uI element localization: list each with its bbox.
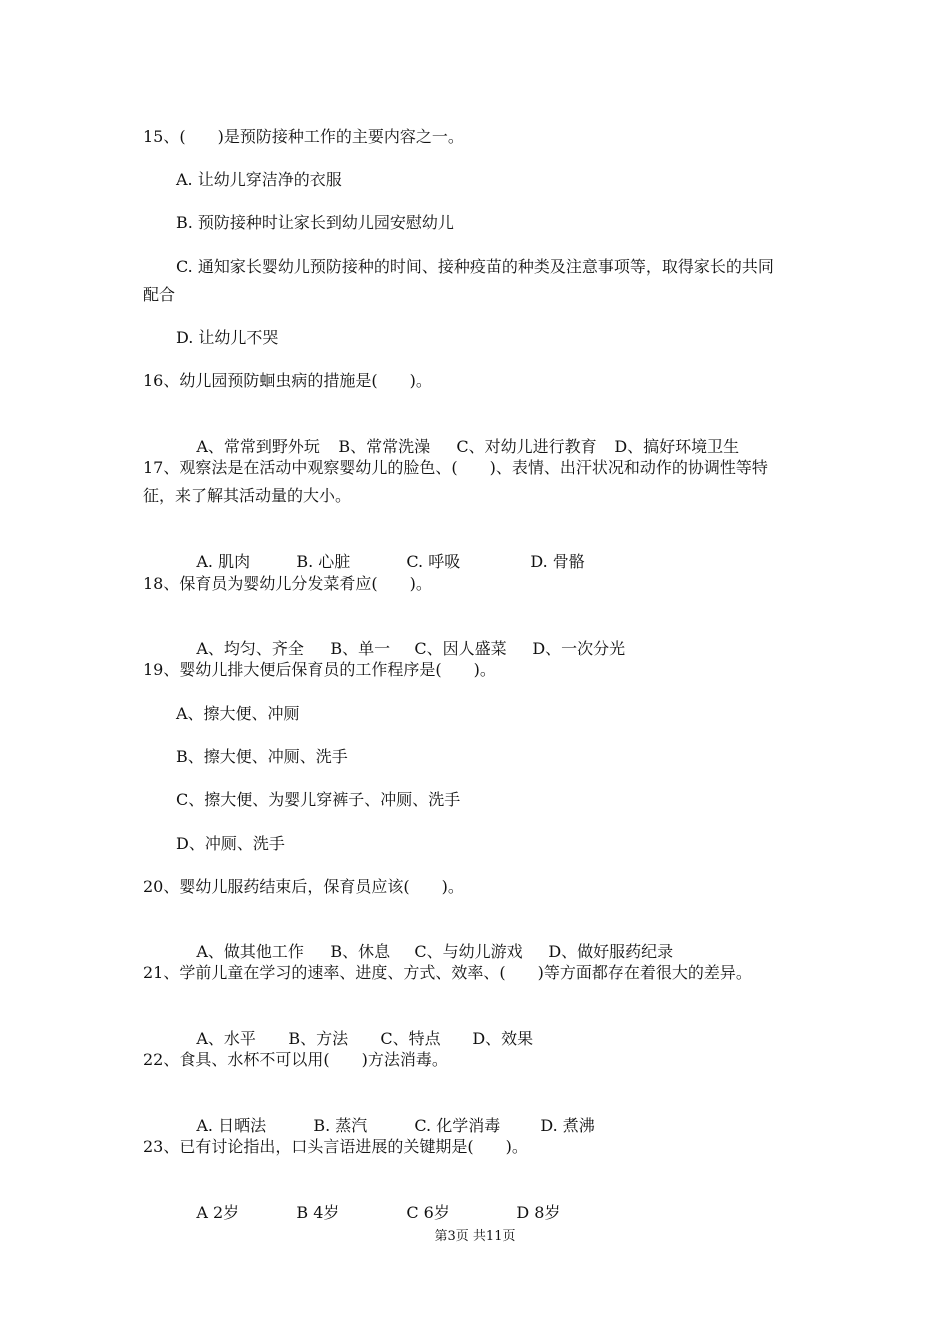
question-23-option-b: B 4岁 — [296, 1203, 340, 1222]
question-16-option-b: B、常常洗澡 — [338, 437, 431, 456]
question-21-option-c: C、特点 — [380, 1029, 441, 1048]
question-16-option-d: D、搞好环境卫生 — [614, 437, 740, 456]
question-19-stem: 19、婴幼儿排大便后保育员的工作程序是( )。 — [143, 660, 496, 679]
question-20-stem: 20、婴幼儿服药结束后，保育员应该( )。 — [143, 877, 464, 896]
question-16-option-c: C、对幼儿进行教育 — [456, 437, 597, 456]
question-15-option-c-continuation: 配合 — [143, 285, 176, 304]
question-19-option-b: B、擦大便、冲厕、洗手 — [176, 747, 348, 766]
question-17-option-a: A. 肌肉 — [196, 552, 251, 571]
question-20-option-d: D、做好服药纪录 — [548, 942, 674, 961]
question-23-option-d: D 8岁 — [516, 1203, 561, 1222]
page-number-footer: 第3页 共11页 — [434, 1229, 516, 1244]
question-18-option-d: D、一次分光 — [532, 639, 626, 658]
question-18-stem: 18、保育员为婴幼儿分发菜肴应( )。 — [143, 574, 432, 593]
question-22-option-b: B. 蒸汽 — [313, 1116, 368, 1135]
question-19-option-c: C、擦大便、为婴儿穿裤子、冲厕、洗手 — [176, 790, 461, 809]
question-21-option-a: A、水平 — [196, 1029, 256, 1048]
question-21-stem: 21、学前儿童在学习的速率、进度、方式、效率、( )等方面都存在着很大的差异。 — [143, 963, 752, 982]
question-22-stem: 22、食具、水杯不可以用( )方法消毒。 — [143, 1050, 448, 1069]
question-18-option-c: C、因人盛菜 — [414, 639, 507, 658]
question-15-option-a: A. 让幼儿穿洁净的衣服 — [176, 170, 342, 189]
question-20-option-c: C、与幼儿游戏 — [414, 942, 523, 961]
question-21-option-d: D、效果 — [472, 1029, 534, 1048]
question-17-stem-continuation: 征，来了解其活动量的大小。 — [143, 486, 352, 505]
question-18-option-a: A、均匀、齐全 — [196, 639, 304, 658]
question-15-option-c: C. 通知家长婴幼儿预防接种的时间、接种疫苗的种类及注意事项等，取得家长的共同 — [176, 257, 774, 276]
question-20-option-a: A、做其他工作 — [196, 942, 304, 961]
question-22-option-a: A. 日晒法 — [196, 1116, 267, 1135]
question-21-option-b: B、方法 — [288, 1029, 349, 1048]
question-18-option-b: B、单一 — [330, 639, 391, 658]
question-22-option-c: C. 化学消毒 — [414, 1116, 501, 1135]
question-22-option-d: D. 煮沸 — [540, 1116, 595, 1135]
question-23-stem: 23、已有讨论指出，口头言语进展的关键期是( )。 — [143, 1137, 528, 1156]
question-17-option-d: D. 骨骼 — [530, 552, 585, 571]
question-17-stem: 17、观察法是在活动中观察婴幼儿的脸色、( )、表情、出汗状况和动作的协调性等特 — [143, 458, 768, 477]
question-15-option-b: B. 预防接种时让家长到幼儿园安慰幼儿 — [176, 213, 454, 232]
question-17-option-c: C. 呼吸 — [406, 552, 461, 571]
question-19-option-a: A、擦大便、冲厕 — [176, 704, 300, 723]
question-20-option-b: B、休息 — [330, 942, 391, 961]
question-23-option-c: C 6岁 — [406, 1203, 450, 1222]
question-23-option-a: A 2岁 — [196, 1203, 240, 1222]
question-17-option-b: B. 心脏 — [296, 552, 351, 571]
question-19-option-d: D、冲厕、洗手 — [176, 834, 285, 853]
question-16-option-a: A、常常到野外玩 — [196, 437, 320, 456]
question-16-stem: 16、幼儿园预防蛔虫病的措施是( )。 — [143, 371, 432, 390]
question-15-stem: 15、( )是预防接种工作的主要内容之一。 — [143, 127, 464, 146]
question-15-option-d: D. 让幼儿不哭 — [176, 328, 279, 347]
